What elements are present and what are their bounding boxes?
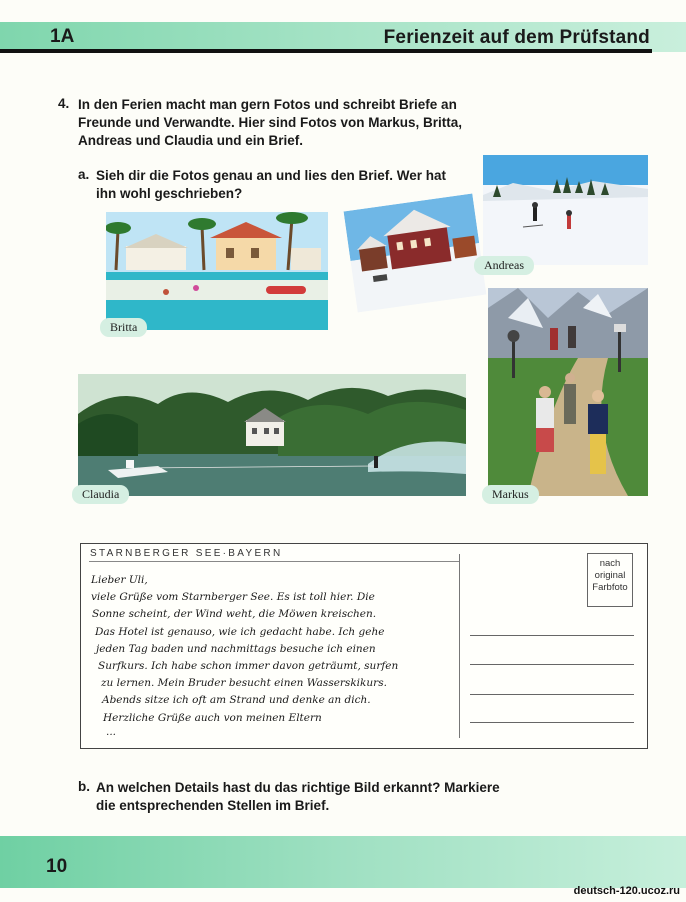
subtask-b-text: An welchen Details hast du das richtige Bild erkannt? Markiere die entsprechenden Stellen im Brief. bbox=[96, 780, 500, 813]
subtask-b-letter: b. bbox=[78, 779, 90, 794]
watermark: deutsch-120.ucoz.ru bbox=[573, 885, 680, 897]
letter-line: Herzliche Grüße auch von meinen Eltern bbox=[103, 711, 322, 724]
letter-line: ... bbox=[106, 725, 117, 738]
subtask-a-letter: a. bbox=[78, 167, 90, 182]
footer-band bbox=[0, 836, 686, 888]
postcard-heading: STARNBERGER SEE·BAYERN bbox=[90, 548, 283, 559]
postcard-heading-rule bbox=[89, 561, 459, 562]
postcard-letter bbox=[91, 572, 451, 737]
letter-line: Lieber Uli, bbox=[91, 574, 148, 586]
page-number: 10 bbox=[46, 856, 68, 877]
letter-line: Sonne scheint, der Wind weht, die Möwen kreischen. bbox=[92, 608, 377, 621]
task-number: 4. bbox=[58, 96, 70, 111]
task-text: In den Ferien macht man gern Fotos und schreibt Briefe an Freunde und Verwandte. Hier sind Fotos von Markus, Britta, Andreas und Claudia und ein Brief. bbox=[78, 97, 463, 148]
address-line bbox=[470, 664, 634, 665]
photo-andreas bbox=[483, 155, 648, 265]
address-line bbox=[470, 722, 634, 723]
address-line bbox=[470, 694, 634, 695]
letter-line: zu lernen. Mein Bruder besucht einen Wasserskikurs. bbox=[101, 677, 387, 690]
header-rule bbox=[0, 49, 652, 53]
photo-britta bbox=[106, 212, 328, 330]
photo-winter-village bbox=[344, 193, 487, 312]
photo-label-britta: Britta bbox=[100, 318, 147, 337]
subtask-a-text: Sieh dir die Fotos genau an und lies den Brief. Wer hat ihn wohl geschrieben? bbox=[96, 168, 447, 201]
letter-line: Surfkurs. Ich habe schon immer davon geträumt, surfen bbox=[98, 660, 399, 673]
photo-markus bbox=[488, 288, 648, 496]
unit-label: 1A bbox=[50, 26, 75, 47]
page-title: Ferienzeit auf dem Prüfstand bbox=[383, 27, 650, 48]
postcard-divider bbox=[459, 554, 460, 738]
letter-line: Abends sitze ich oft am Strand und denke an dich. bbox=[102, 694, 371, 707]
photo-label-claudia: Claudia bbox=[72, 485, 129, 504]
postcard bbox=[80, 543, 648, 749]
photo-label-markus: Markus bbox=[482, 485, 539, 504]
letter-line: Das Hotel ist genauso, wie ich gedacht habe. Ich gehe bbox=[95, 625, 385, 638]
letter-line: viele Grüße vom Starnberger See. Es ist toll hier. Die bbox=[91, 591, 375, 604]
photo-claudia bbox=[78, 374, 466, 496]
photo-label-andreas: Andreas bbox=[474, 256, 534, 275]
letter-line: jeden Tag baden und nachmittags besuche ich einen bbox=[96, 642, 376, 655]
address-line bbox=[470, 635, 634, 636]
postcard-stamp: nach original Farbfoto bbox=[587, 553, 633, 607]
